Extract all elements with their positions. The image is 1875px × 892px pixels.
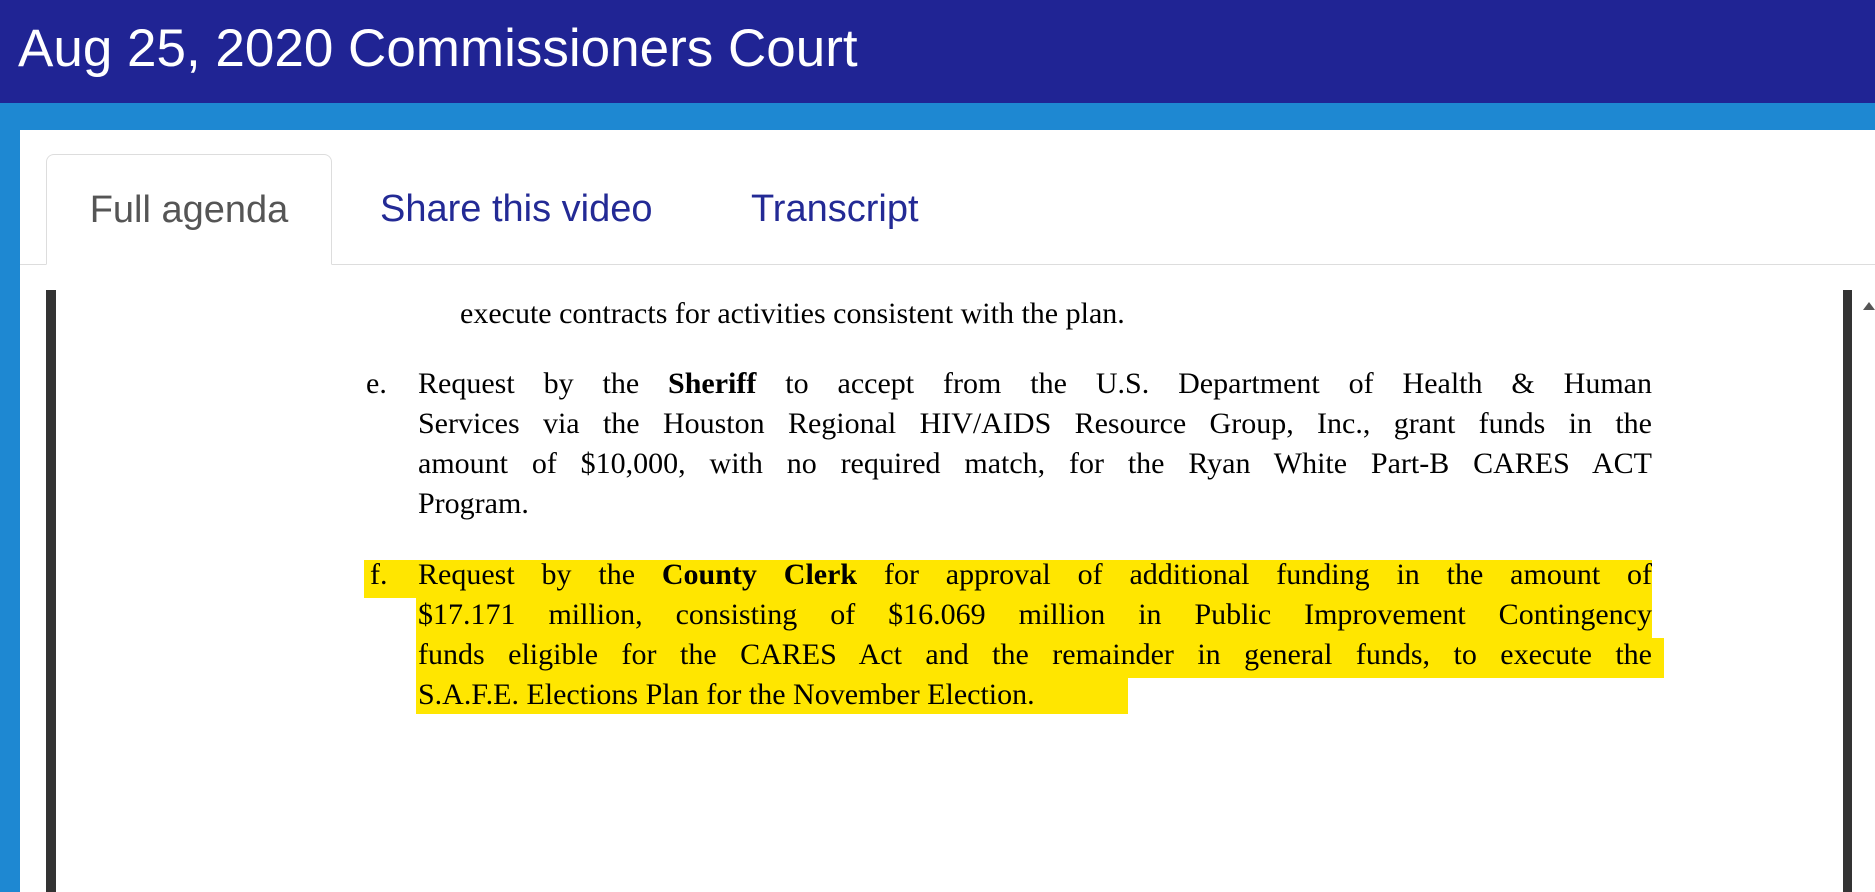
item-f-line-3: funds eligible for the CARES Act and the remainder in general funds, to execute the: [418, 638, 1652, 671]
item-e-letter: e.: [366, 367, 387, 400]
item-f-line-4: S.A.F.E. Elections Plan for the November Election.: [418, 678, 1035, 711]
viewer-scrollbar-track[interactable]: [1843, 290, 1852, 892]
content-panel: [20, 130, 1875, 892]
item-e-line-3: amount of $10,000, with no required match, for the Ryan White Part-B CARES ACT: [418, 447, 1652, 480]
item-e-line-4: Program.: [418, 487, 529, 520]
item-f-letter: f.: [370, 558, 388, 591]
sheriff-label: Sheriff: [668, 367, 757, 400]
item-f-line-2: $17.171 million, consisting of $16.069 million in Public Improvement Contingency: [418, 598, 1652, 631]
tab-full-agenda[interactable]: Full agenda: [46, 154, 332, 265]
item-e-line-2: Services via the Houston Regional HIV/AIDS Resource Group, Inc., grant funds in the: [418, 407, 1652, 440]
item-f-line-1: Request by the County Clerk for approval of additional funding in the amount of: [418, 558, 1653, 591]
prev-item-line: execute contracts for activities consistent with the plan.: [460, 297, 1125, 330]
agenda-document-viewer[interactable]: [46, 290, 1875, 892]
item-e-line-1: Request by the Sheriff to accept from the U.S. Department of Health & Human: [418, 367, 1652, 400]
county-clerk-label: County Clerk: [661, 558, 858, 591]
tab-bar: [20, 130, 1875, 266]
tab-transcript[interactable]: Transcript: [751, 188, 919, 230]
tab-share-video[interactable]: Share this video: [380, 188, 653, 230]
page-title: Aug 25, 2020 Commissioners Court: [18, 19, 858, 78]
scroll-up-arrow-icon[interactable]: [1863, 302, 1875, 310]
page-header: [0, 0, 1875, 103]
